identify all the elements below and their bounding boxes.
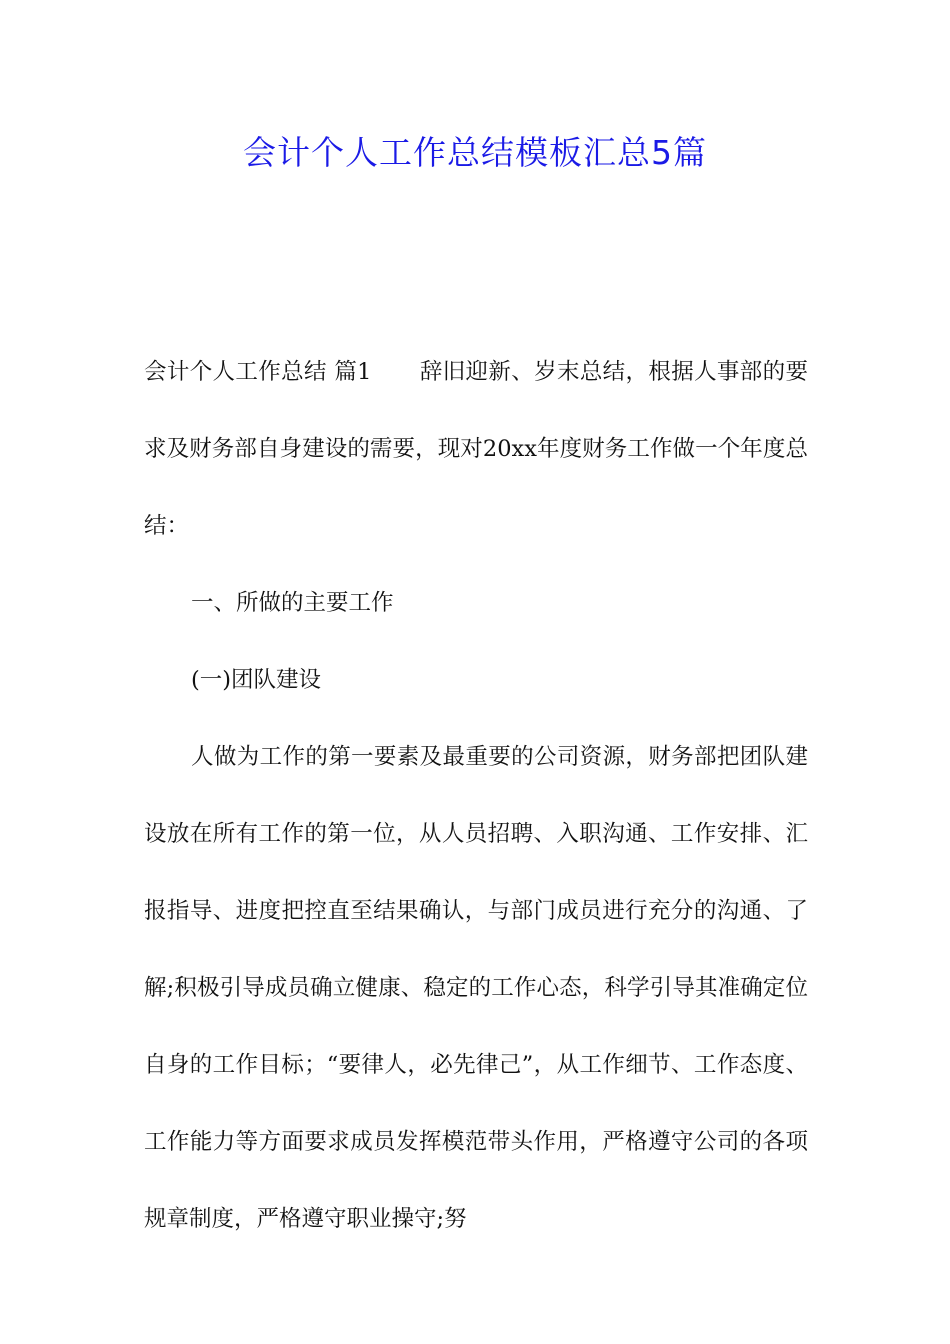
body-paragraph: 人做为工作的第一要素及最重要的公司资源，财务部把团队建设放在所有工作的第一位，从人员招聘、入职沟通、工作安排、汇报指导、进度把控直至结果确认，与部门成员进行充分的沟通、了解;积极引导成员确立健康、稳定的工作心态，科学引导其准确定位自身的工作目标；“要律人，必先律己”，从工作细节、工作态度、工作能力等方面要求成员发挥模范带头作用，严格遵守公司的各项规章制度，严格遵守职业操守;努 [144,744,808,1232]
document-title: 会计个人工作总结模板汇总5篇 [243,133,707,172]
intro-paragraph [144,334,808,565]
intro-text: 辞旧迎新、岁末总结，根据人事部的要求及财务部自身建设的需要，现对20xx年度财务工作做一个年度总结： [144,359,808,539]
document-body [144,334,808,1258]
section-heading: 一、所做的主要工作 [191,590,394,616]
intro-heading: 会计个人工作总结 篇1 [144,359,372,385]
subsection-heading: (一)团队建设 [191,667,322,693]
